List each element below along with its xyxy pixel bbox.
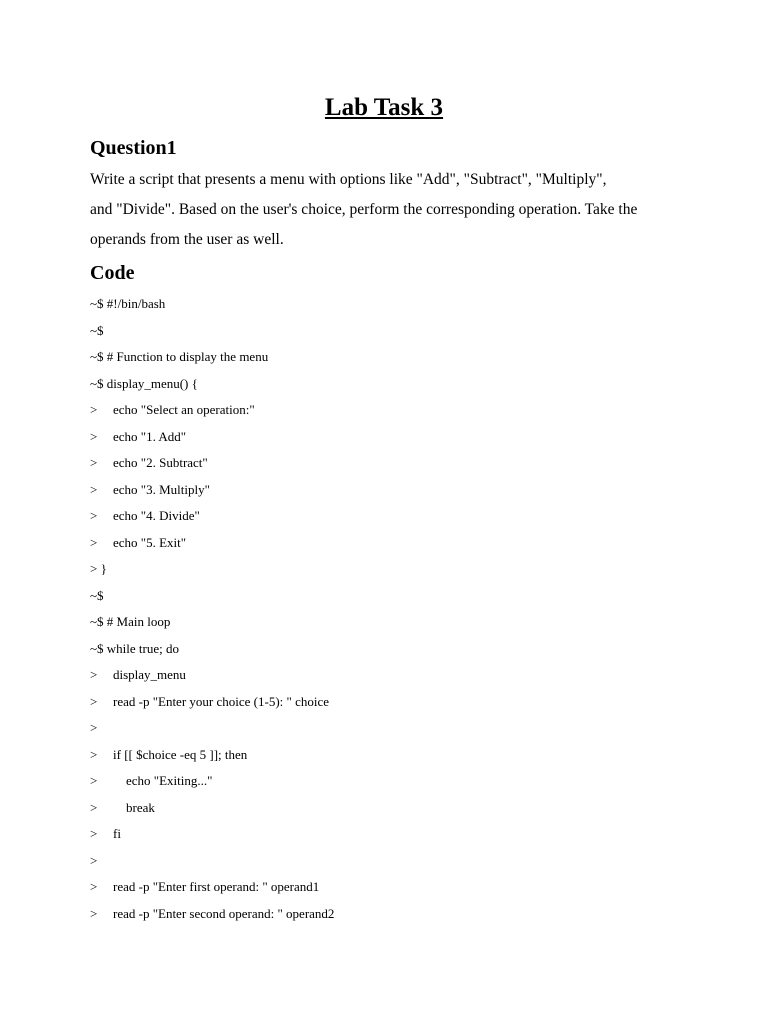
code-line-prefix: >	[90, 826, 98, 841]
code-line-prefix: >	[90, 429, 98, 444]
code-line-prefix: >	[90, 773, 98, 788]
code-line	[90, 878, 319, 896]
code-line-prefix: >	[90, 667, 98, 682]
code-line	[90, 746, 247, 764]
code-line-prefix: ~$	[90, 323, 104, 338]
code-line	[90, 348, 268, 366]
code-line-text: # Main loop	[103, 614, 171, 629]
code-line-prefix: >	[90, 853, 98, 868]
code-line-prefix: >	[90, 455, 98, 470]
code-line	[90, 587, 104, 605]
question-line-1: Write a script that presents a menu with options like "Add", "Subtract", "Multiply",	[90, 171, 607, 188]
code-line-text: echo "Exiting..."	[113, 773, 213, 788]
code-line-prefix: ~$	[90, 349, 104, 364]
code-line-text: read -p "Enter first operand: " operand1	[113, 879, 320, 894]
code-line-prefix: >	[90, 720, 98, 735]
code-line-prefix: >	[90, 482, 98, 497]
code-line	[90, 375, 198, 393]
code-line-text: break	[113, 800, 155, 815]
code-line-text: echo "4. Divide"	[113, 508, 200, 523]
code-line-prefix: >	[90, 535, 98, 550]
code-line-text: display_menu	[113, 667, 186, 682]
code-line	[90, 799, 155, 817]
code-line	[90, 507, 200, 525]
question-line-2: and "Divide". Based on the user's choice, perform the corresponding operation. Take the	[90, 201, 638, 218]
code-line	[90, 852, 113, 870]
code-line	[90, 322, 104, 340]
code-line-text: display_menu() {	[103, 376, 198, 391]
code-line-prefix: >	[90, 906, 98, 921]
code-line-text: echo "Select an operation:"	[113, 402, 255, 417]
code-line-text: echo "5. Exit"	[113, 535, 187, 550]
code-line-prefix: >	[90, 561, 98, 576]
code-line	[90, 666, 186, 684]
question-heading: Question1	[90, 137, 177, 159]
code-line-prefix: >	[90, 402, 98, 417]
code-line-text: fi	[113, 826, 121, 841]
code-line	[90, 295, 165, 313]
code-line-text: if [[ $choice -eq 5 ]]; then	[113, 747, 248, 762]
code-line-prefix: >	[90, 508, 98, 523]
code-line-text: }	[97, 561, 107, 576]
code-line-prefix: ~$	[90, 641, 104, 656]
code-line-text: echo "1. Add"	[113, 429, 187, 444]
code-line-text: read -p "Enter second operand: " operand2	[113, 906, 335, 921]
code-line	[90, 428, 186, 446]
code-line-text: #!/bin/bash	[103, 296, 166, 311]
code-line	[90, 772, 212, 790]
code-line	[90, 401, 255, 419]
code-line	[90, 693, 329, 711]
code-heading: Code	[90, 262, 135, 284]
code-line	[90, 905, 334, 923]
code-line-prefix: ~$	[90, 376, 104, 391]
question-line-3: operands from the user as well.	[90, 231, 284, 248]
code-line	[90, 825, 121, 843]
code-line-text: # Function to display the menu	[103, 349, 269, 364]
code-line	[90, 719, 113, 737]
code-line-text: echo "3. Multiply"	[113, 482, 210, 497]
code-line-prefix: >	[90, 879, 98, 894]
code-line-prefix: ~$	[90, 614, 104, 629]
code-line	[90, 481, 210, 499]
code-line	[90, 534, 186, 552]
code-line-text: read -p "Enter your choice (1-5): " choice	[113, 694, 329, 709]
code-line-text: while true; do	[103, 641, 180, 656]
code-line	[90, 454, 208, 472]
code-line-text: echo "2. Subtract"	[113, 455, 208, 470]
code-line-prefix: >	[90, 747, 98, 762]
code-line-prefix: >	[90, 800, 98, 815]
code-line	[90, 560, 107, 578]
code-line	[90, 640, 179, 658]
code-line	[90, 613, 170, 631]
code-line-prefix: >	[90, 694, 98, 709]
code-line-prefix: ~$	[90, 296, 104, 311]
code-line-prefix: ~$	[90, 588, 104, 603]
page-title: Lab Task 3	[324, 94, 444, 121]
